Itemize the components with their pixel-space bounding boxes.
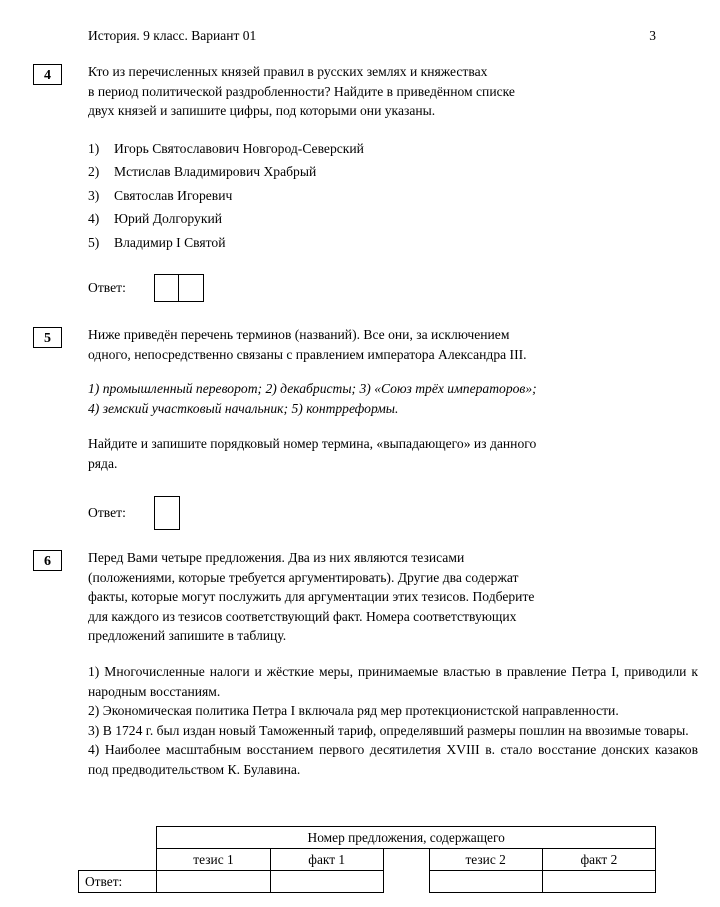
table-answer-label: Ответ: — [79, 871, 157, 893]
statement-item: 1) Многочисленные налоги и жёсткие меры, принимаемые властью в правление Петра I, приводили к народным восстаниям. — [88, 663, 698, 699]
question-5-instruction — [88, 434, 698, 473]
terms-line-2: 4) земский участковый начальник; 5) контрреформы. — [88, 400, 399, 416]
question-6-prompt-line-5: предложений запишите в таблицу. — [88, 628, 287, 644]
question-4 — [33, 62, 698, 302]
table-header-fact-1: факт 1 — [270, 849, 383, 871]
question-6-prompt-line-2: (положениями, которые требуется аргументировать). Другие два содержат — [88, 569, 519, 585]
answer-cell[interactable] — [154, 496, 180, 530]
table-gap-cell — [383, 871, 429, 893]
question-6-answer-table — [78, 826, 656, 893]
option-item[interactable] — [88, 231, 698, 255]
table-row-spanning-header — [79, 827, 656, 849]
question-4-option-list — [88, 137, 698, 255]
table-header-fact-2: факт 2 — [542, 849, 655, 871]
table-answer-cell-thesis-1[interactable] — [157, 871, 270, 893]
answer-cell-group — [154, 274, 204, 302]
page-title: История. 9 класс. Вариант 01 — [88, 28, 257, 43]
question-4-prompt-line-3: двух князей и запишите цифры, под которыми они указаны. — [88, 103, 436, 119]
table-answer-cell-fact-2[interactable] — [542, 871, 655, 893]
question-5-body — [88, 325, 698, 530]
question-4-prompt-line-1: Кто из перечисленных князей правил в русских землях и княжествах — [88, 64, 488, 79]
terms-line-1: 1) промышленный переворот; 2) декабристы; 3) «Союз трёх императоров»; — [88, 381, 537, 397]
question-5-answer-row — [88, 496, 698, 530]
statement-item: 2) Экономическая политика Петра I включала ряд мер протекционистской направленности. — [88, 703, 619, 719]
table-row-column-headers — [79, 849, 656, 871]
option-marker: 5) — [88, 234, 100, 250]
table-spanning-header: Номер предложения, содержащего — [157, 827, 656, 849]
option-label: Мстислав Владимирович Храбрый — [114, 164, 317, 180]
answer-cell[interactable] — [179, 274, 204, 302]
option-marker: 2) — [88, 164, 100, 180]
table-answer-cell-fact-1[interactable] — [270, 871, 383, 893]
question-6 — [33, 548, 698, 780]
question-4-number: 4 — [33, 64, 62, 85]
question-6-answer-table-wrap — [78, 826, 656, 893]
table-spacer-cell — [79, 849, 157, 871]
option-marker: 4) — [88, 211, 100, 227]
table-gap-cell — [383, 849, 429, 871]
question-5-terms — [88, 379, 698, 418]
question-4-answer-row — [88, 274, 698, 302]
answer-cell[interactable] — [154, 274, 179, 302]
question-6-statement-list — [88, 662, 698, 780]
option-item[interactable] — [88, 184, 698, 208]
question-6-prompt-line-4: для каждого из тезисов соответствующий факт. Номера соответствующих — [88, 608, 517, 624]
question-6-body — [88, 548, 698, 780]
question-5-prompt-line-2: одного, непосредственно связаны с правлением императора Александра III. — [88, 346, 527, 362]
option-item[interactable] — [88, 137, 698, 161]
question-5-instruction-line-2: ряда. — [88, 455, 118, 471]
answer-label: Ответ: — [88, 504, 126, 520]
question-6-number: 6 — [33, 550, 62, 571]
option-item[interactable] — [88, 160, 698, 184]
question-5-number: 5 — [33, 327, 62, 348]
option-label: Юрий Долгорукий — [114, 211, 222, 227]
question-6-prompt-line-3: факты, которые могут послужить для аргументации этих тезисов. Подберите — [88, 589, 535, 605]
option-marker: 1) — [88, 140, 100, 156]
option-item[interactable] — [88, 207, 698, 231]
statement-item: 4) Наиболее масштабным восстанием первого десятилетия XVIII в. стало восстание донских казаков под предводительством К. Булавина. — [88, 742, 698, 777]
question-6-prompt-line-1: Перед Вами четыре предложения. Два из них являются тезисами — [88, 550, 465, 565]
question-4-prompt-line-2: в период политической раздробленности? Найдите в приведённом списке — [88, 83, 515, 99]
table-row-answers — [79, 871, 656, 893]
statement-item: 3) В 1724 г. был издан новый Таможенный тариф, определявший размеры пошлин на ввозимые товары. — [88, 722, 689, 738]
answer-label: Ответ: — [88, 280, 126, 296]
table-header-thesis-2: тезис 2 — [429, 849, 542, 871]
table-spacer-cell — [79, 827, 157, 849]
question-5 — [33, 325, 698, 530]
question-5-prompt-line-1: Ниже приведён перечень терминов (названий). Все они, за исключением — [88, 327, 510, 342]
option-label: Игорь Святославович Новгород-Северский — [114, 140, 364, 156]
option-label: Святослав Игоревич — [114, 187, 233, 203]
page-number: 3 — [649, 28, 656, 43]
answer-cell-group — [154, 496, 180, 530]
question-5-instruction-line-1: Найдите и запишите порядковый номер термина, «выпадающего» из данного — [88, 436, 537, 452]
table-header-thesis-1: тезис 1 — [157, 849, 270, 871]
page-header — [88, 28, 656, 44]
option-label: Владимир I Святой — [114, 234, 226, 250]
option-marker: 3) — [88, 187, 100, 203]
table-answer-cell-thesis-2[interactable] — [429, 871, 542, 893]
question-4-body — [88, 62, 698, 302]
